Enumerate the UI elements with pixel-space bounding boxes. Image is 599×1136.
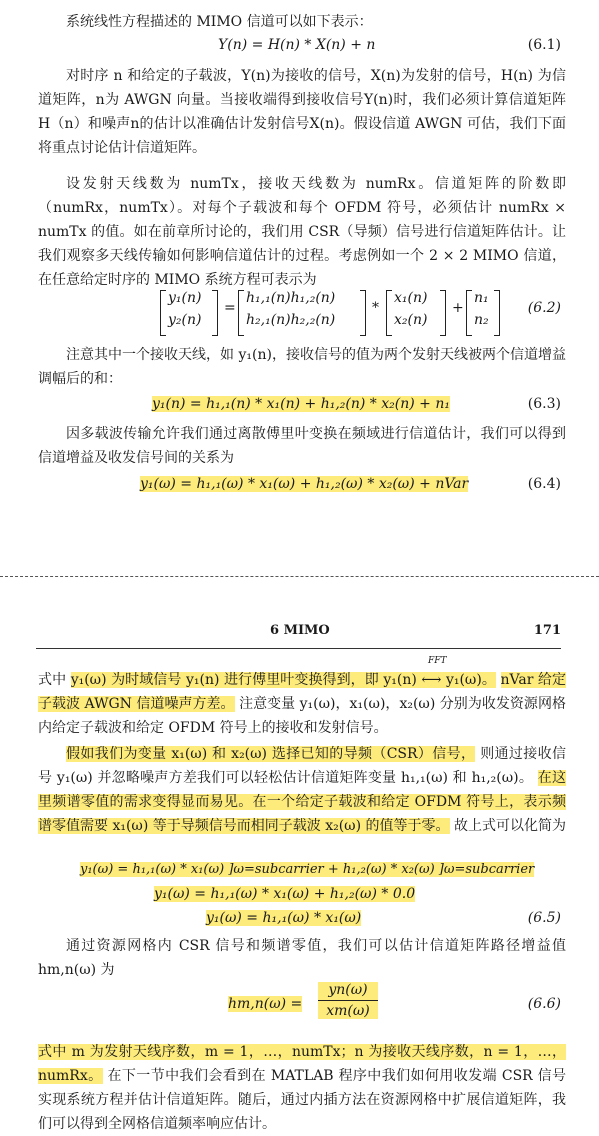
fraction: yn(ω) xm(ω)	[318, 982, 378, 1019]
pilot-paragraph: 假如我们为变量 x₁(ω) 和 x₂(ω) 选择已知的导频（CSR）信号， 则通过接收信号 y₁(ω) 并忽略噪声方差我们可以轻松估计信道矩阵变量 h₁,₁(ω) 和 h₁,₂(ω)。 在这里频谱零值的需求变得显而易见。在一个给定子载波和给定 OFDM 符号上，表示频谱零值需要 x₁(ω) 等于导频信号而相同子载波 x₂(ω) 的值等于零。 故上式可以化简为	[38, 746, 566, 834]
bracket-left	[160, 290, 166, 336]
equation-6-6: hm,n(ω) = yn(ω) xm(ω) (6.6)	[228, 982, 561, 1019]
signal-definition-paragraph: 对时序 n 和给定的子载波，Y(n)为接收的信号，X(n)为发射的信号，H(n) 为信道矩阵，n为 AWGN 向量。当接收端得到接收信号Y(n)时，我们必须计算信道矩阵 H（n）和噪声n的估计以准确估计发射信号X(n)。假设信道 AWGN 可估，我们下面将重点讨论估计信道矩阵。	[38, 68, 566, 156]
equation-6-2: y₁(n) y₂(n) = h₁,₁(n)h₁,₂(n) h₂,₁(n)h₂,₂(n) * x₁(n) x₂(n) + n₁ n₂ (6.2)	[0, 288, 599, 336]
bracket-right	[494, 290, 500, 336]
page-divider	[0, 576, 599, 577]
bracket-right	[212, 290, 218, 336]
bracket-left	[466, 290, 472, 336]
bracket-left	[238, 290, 244, 336]
fft-label: FFT	[428, 656, 447, 666]
bracket-right	[360, 290, 366, 336]
receive-antenna-paragraph: 注意其中一个接收天线，如 y₁(n)，接收信号的值为两个发射天线被两个信道增益调幅后的和：	[38, 347, 566, 387]
intro-paragraph: 系统线性方程描述的 MIMO 信道可以如下表示：	[66, 14, 373, 30]
equation-6-5: y₁(ω) = h₁,₁(ω) * x₁(ω) ]ω=subcarrier + h₁,₂(ω) * x₂(ω) ]ω=subcarrier y₁(ω) = h₁,₁(ω) * x₁(ω) + h₁,₂(ω) * 0.0 y₁(ω) = h₁,₁(ω) * x₁(ω) (6.5)	[80, 862, 561, 926]
multicarrier-paragraph: 因多载波传输允许我们通过离散傅里叶变换在频域进行信道估计，我们可以得到信道增益及收发信号间的关系为	[38, 426, 566, 466]
antenna-paragraph: 设发射天线数为 numTx，接收天线数为 numRx。信道矩阵的阶数即（numRx，numTx）。对每个子载波和每个 OFDM 符号，必须估计 numRx × numTx 的值。如在前章所讨论的，我们用 CSR（导频）信号进行信道矩阵估计。让我们观察多天线传输如何影响信道估计的过程。考虑例如一个 2 × 2 MIMO 信道，在任意给定时序的 MIMO 系统方程可表示为	[38, 176, 566, 288]
page-header: 6 MIMO 171	[270, 623, 561, 638]
equation-6-1: Y(n) = H(n) * X(n) + n (6.1)	[218, 37, 561, 53]
equation-6-3: y₁(n) = h₁,₁(n) * x₁(n) + h₁,₂(n) * x₂(n) + n₁ (6.3)	[152, 396, 561, 412]
fft-paragraph: 式中 y₁(ω) 为时域信号 y₁(n) 进行傅里叶变换得到，即 y₁(n) ⟷ y₁(ω)。 nVar 给定子载波 AWGN 信道噪声方差。 注意变量 y₁(ω)，x₁(ω)，x₂(ω) 分别为收发资源网格内给定子载波和给定 OFDM 符号上的接收和发射信号。	[38, 672, 566, 736]
equation-6-4: y₁(ω) = h₁,₁(ω) * x₁(ω) + h₁,₂(ω) * x₂(ω) + nVar (6.4)	[140, 476, 561, 492]
page-number: 171	[533, 623, 561, 638]
bracket-left	[386, 290, 392, 336]
bracket-right	[440, 290, 446, 336]
header-rule	[36, 648, 561, 649]
index-paragraph: 式中 m 为发射天线序数，m = 1，…，numTx；n 为接收天线序数，n = 1，…，numRx。 在下一节中我们会看到在 MATLAB 程序中我们如何用收发端 CSR 信号实现系统方程并估计信道矩阵。随后，通过内插方法在资源网格中扩展信道矩阵，我们可以得到全网格信道频率响应估计。	[38, 1044, 567, 1132]
path-gain-paragraph: 通过资源网格内 CSR 信号和频谱零值，我们可以估计信道矩阵路径增益值 hm,n(ω) 为	[38, 938, 566, 978]
upper-page-fragment	[0, 0, 599, 520]
